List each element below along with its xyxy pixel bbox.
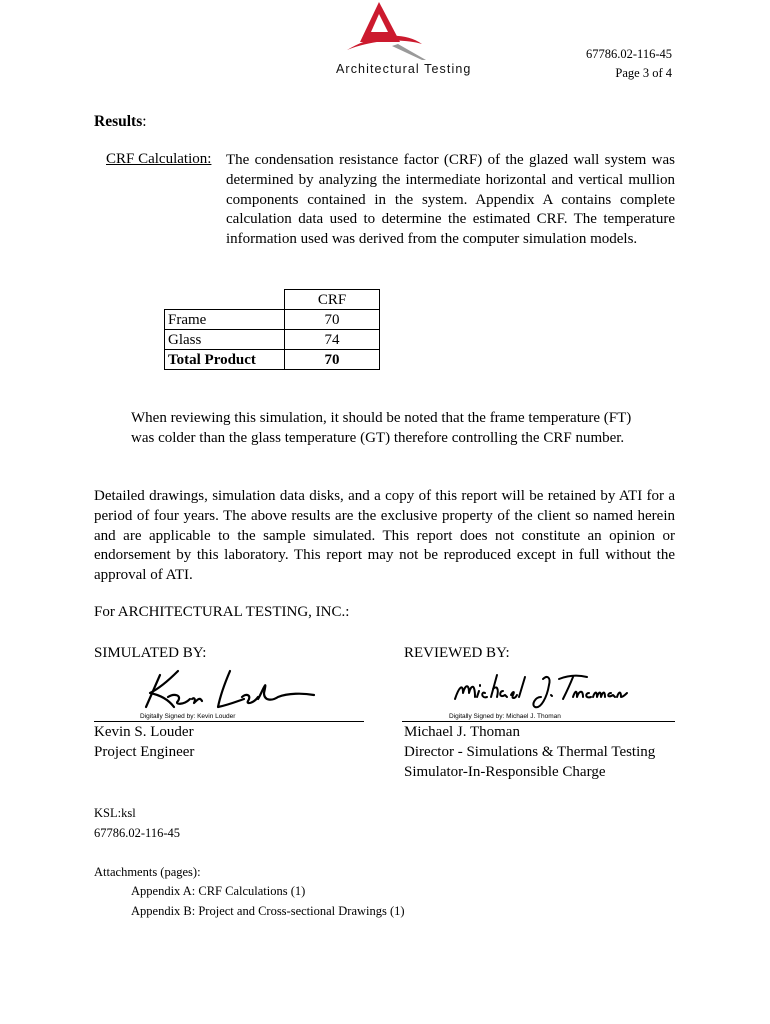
table-row	[165, 310, 380, 330]
simulation-note-paragraph: When reviewing this simulation, it should be noted that the frame temperature (FT) was colder than the glass temperature (GT) therefore controlling the CRF number.	[131, 410, 632, 446]
logo-text: Architectural Testing	[336, 62, 472, 76]
table-row-label: Glass	[165, 330, 285, 350]
page-number: Page 3 of 4	[615, 66, 672, 80]
results-heading-colon: :	[142, 113, 147, 130]
michael-thoman-signature-image	[451, 667, 631, 713]
simulated-by-heading: SIMULATED BY:	[94, 645, 207, 661]
right-digital-signature-caption: Digitally Signed by: Michael J. Thoman	[449, 713, 561, 720]
crf-calculation-label: CRF Calculation:	[106, 151, 212, 167]
reviewer-title-2: Simulator-In-Responsible Charge	[404, 764, 606, 780]
footer-document-number: 67786.02-116-45	[94, 826, 180, 840]
company-logo	[322, 0, 497, 80]
results-heading-text: Results	[94, 113, 143, 130]
attachments-heading: Attachments (pages):	[94, 865, 201, 879]
reviewer-name: Michael J. Thoman	[404, 724, 520, 740]
list-item: Appendix A: CRF Calculations (1)	[131, 884, 306, 898]
simulator-title: Project Engineer	[94, 744, 195, 760]
table-row	[165, 330, 380, 350]
table-row-label: Total Product	[165, 350, 285, 370]
company-attribution: For ARCHITECTURAL TESTING, INC.:	[94, 604, 350, 620]
list-item: Appendix B: Project and Cross-sectional Drawings (1)	[131, 904, 405, 918]
initials: KSL:ksl	[94, 806, 136, 820]
logo-mark-icon	[322, 0, 497, 62]
table-header-crf: CRF	[285, 290, 380, 310]
attachments-list	[131, 881, 405, 921]
table-row-label: Frame	[165, 310, 285, 330]
reviewed-by-heading: REVIEWED BY:	[404, 645, 510, 661]
document-number: 67786.02-116-45	[586, 47, 672, 61]
table-row-value: 74	[285, 330, 380, 350]
left-digital-signature-caption: Digitally Signed by: Kevin Louder	[140, 713, 236, 720]
table-row-total	[165, 350, 380, 370]
footer-initials-block	[94, 803, 180, 843]
crf-results-table	[164, 289, 380, 370]
crf-calculation-paragraph: The condensation resistance factor (CRF) of the glazed wall system was determined by analyzing the intermediate horizontal and vertical mullion components contained in the system. Appendix A contains complete calculation data used to determine the estimated CRF. The temperature information used was derived from the computer simulation models.	[226, 152, 675, 248]
results-heading	[94, 113, 147, 131]
kevin-louder-signature-image	[138, 663, 318, 713]
simulator-name: Kevin S. Louder	[94, 724, 194, 740]
simulator-block	[94, 722, 194, 762]
table-row-value: 70	[285, 350, 380, 370]
reviewer-title: Director - Simulations & Thermal Testing	[404, 744, 656, 760]
document-header-info	[586, 45, 672, 83]
table-header-empty-cell	[165, 290, 285, 310]
table-row-value: 70	[285, 310, 380, 330]
retention-paragraph: Detailed drawings, simulation data disks, and a copy of this report will be retained by ATI for a period of four years. The above results are the exclusive property of the client so named herein and are applicable to the sample simulated. This report does not constitute an opinion or endorsement by this laboratory. This report may not be reproduced except in full without the approval of ATI.	[94, 488, 675, 584]
table-header-row	[165, 290, 380, 310]
reviewer-block	[404, 722, 655, 782]
